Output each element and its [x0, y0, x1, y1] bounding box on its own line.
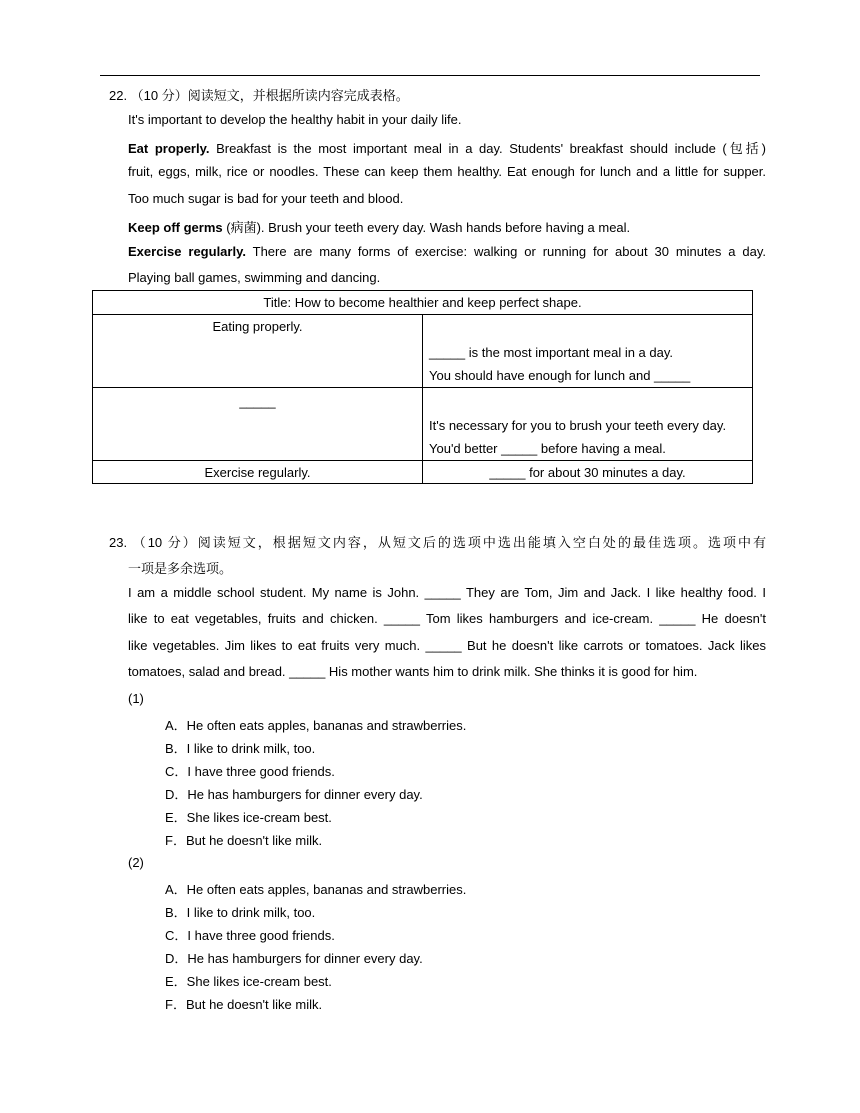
- exercise-regularly-bold: Exercise regularly.: [128, 244, 246, 259]
- q22-line-3: fruit, eggs, milk, rice or noodles. These can keep them healthy. Eat enough for lunch and a little for supper.: [128, 164, 766, 179]
- q23-sub1-option-e[interactable]: E．She likes ice-cream best.: [165, 810, 332, 825]
- q23-sub2-option-e[interactable]: E．She likes ice-cream best.: [165, 974, 332, 989]
- top-divider: [100, 75, 760, 76]
- q23-sub2-option-a[interactable]: A．He often eats apples, bananas and strawberries.: [165, 882, 467, 897]
- q23-sub1-option-f[interactable]: F．But he doesn't like milk.: [165, 833, 323, 848]
- table-r2-right-line2: You'd better _____ before having a meal.: [429, 441, 666, 456]
- q22-line-2: [128, 138, 766, 157]
- eat-properly-text: Breakfast is the most important meal in a day. Students' breakfast should include (包括): [209, 141, 766, 156]
- q23-passage-line4: tomatoes, salad and bread. _____ His mother wants him to drink milk. She thinks it is good for him.: [128, 664, 698, 679]
- q23-heading-line1: 23. （10 分）阅读短文，根据短文内容，从短文后的选项中选出能填入空白处的最佳选项。选项中有: [109, 535, 766, 550]
- q23-sub2-option-c[interactable]: C．I have three good friends.: [165, 928, 335, 943]
- q23-passage-line3: like vegetables. Jim likes to eat fruits very much. _____ But he doesn't like carrots or tomatoes. Jack likes: [128, 638, 766, 653]
- q23-sub2-label: (2): [128, 855, 144, 870]
- q22-line-5: [128, 217, 766, 236]
- q22-line-1: It's important to develop the healthy habit in your daily life.: [128, 112, 462, 127]
- q23-sub2-option-d[interactable]: D．He has hamburgers for dinner every day.: [165, 951, 423, 966]
- q23-sub1-label: (1): [128, 691, 144, 706]
- q23-heading-line2: 一项是多余选项。: [128, 561, 233, 576]
- q22-line-7: Playing ball games, swimming and dancing.: [128, 270, 381, 285]
- keep-off-germs-bold: Keep off germs: [128, 220, 223, 235]
- q22-line-4: Too much sugar is bad for your teeth and blood.: [128, 191, 404, 206]
- table-r1-right: [423, 315, 753, 388]
- table-title: Title: How to become healthier and keep perfect shape.: [93, 291, 753, 315]
- eat-properly-bold: Eat properly.: [128, 141, 210, 156]
- table-r1-right-line1: _____ is the most important meal in a day.: [429, 345, 673, 360]
- table-r1-left: Eating properly.: [93, 315, 423, 388]
- q23-sub1-option-d[interactable]: D．He has hamburgers for dinner every day.: [165, 787, 423, 802]
- q23-sub1-option-b[interactable]: B．I like to drink milk, too.: [165, 741, 316, 756]
- q22-table: [92, 290, 753, 484]
- q23-sub1-option-c[interactable]: C．I have three good friends.: [165, 764, 335, 779]
- exercise-regularly-text: There are many forms of exercise: walking or running for about 30 minutes a day.: [245, 244, 767, 259]
- q23-passage-line1: I am a middle school student. My name is John. _____ They are Tom, Jim and Jack. I like healthy food. I: [128, 585, 766, 600]
- keep-off-germs-text: (病菌). Brush your teeth every day. Wash hands before having a meal.: [222, 220, 631, 235]
- q23-passage-line2: like to eat vegetables, fruits and chicken. _____ Tom likes hamburgers and ice-cream. _____ He doesn't: [128, 611, 766, 626]
- table-r3-right: _____ for about 30 minutes a day.: [423, 461, 753, 484]
- q23-sub2-option-f[interactable]: F．But he doesn't like milk.: [165, 997, 323, 1012]
- table-r1-right-line2: You should have enough for lunch and _____: [429, 368, 691, 383]
- q22-line-6: [128, 244, 766, 259]
- q22-heading: 22. （10 分）阅读短文，并根据所读内容完成表格。: [109, 88, 409, 103]
- table-r2-right-line1: It's necessary for you to brush your teeth every day.: [429, 418, 727, 433]
- table-r3-left: Exercise regularly.: [93, 461, 423, 484]
- q23-sub2-option-b[interactable]: B．I like to drink milk, too.: [165, 905, 316, 920]
- table-r2-left: _____: [93, 388, 423, 461]
- table-r2-right: [423, 388, 753, 461]
- q23-sub1-option-a[interactable]: A．He often eats apples, bananas and strawberries.: [165, 718, 467, 733]
